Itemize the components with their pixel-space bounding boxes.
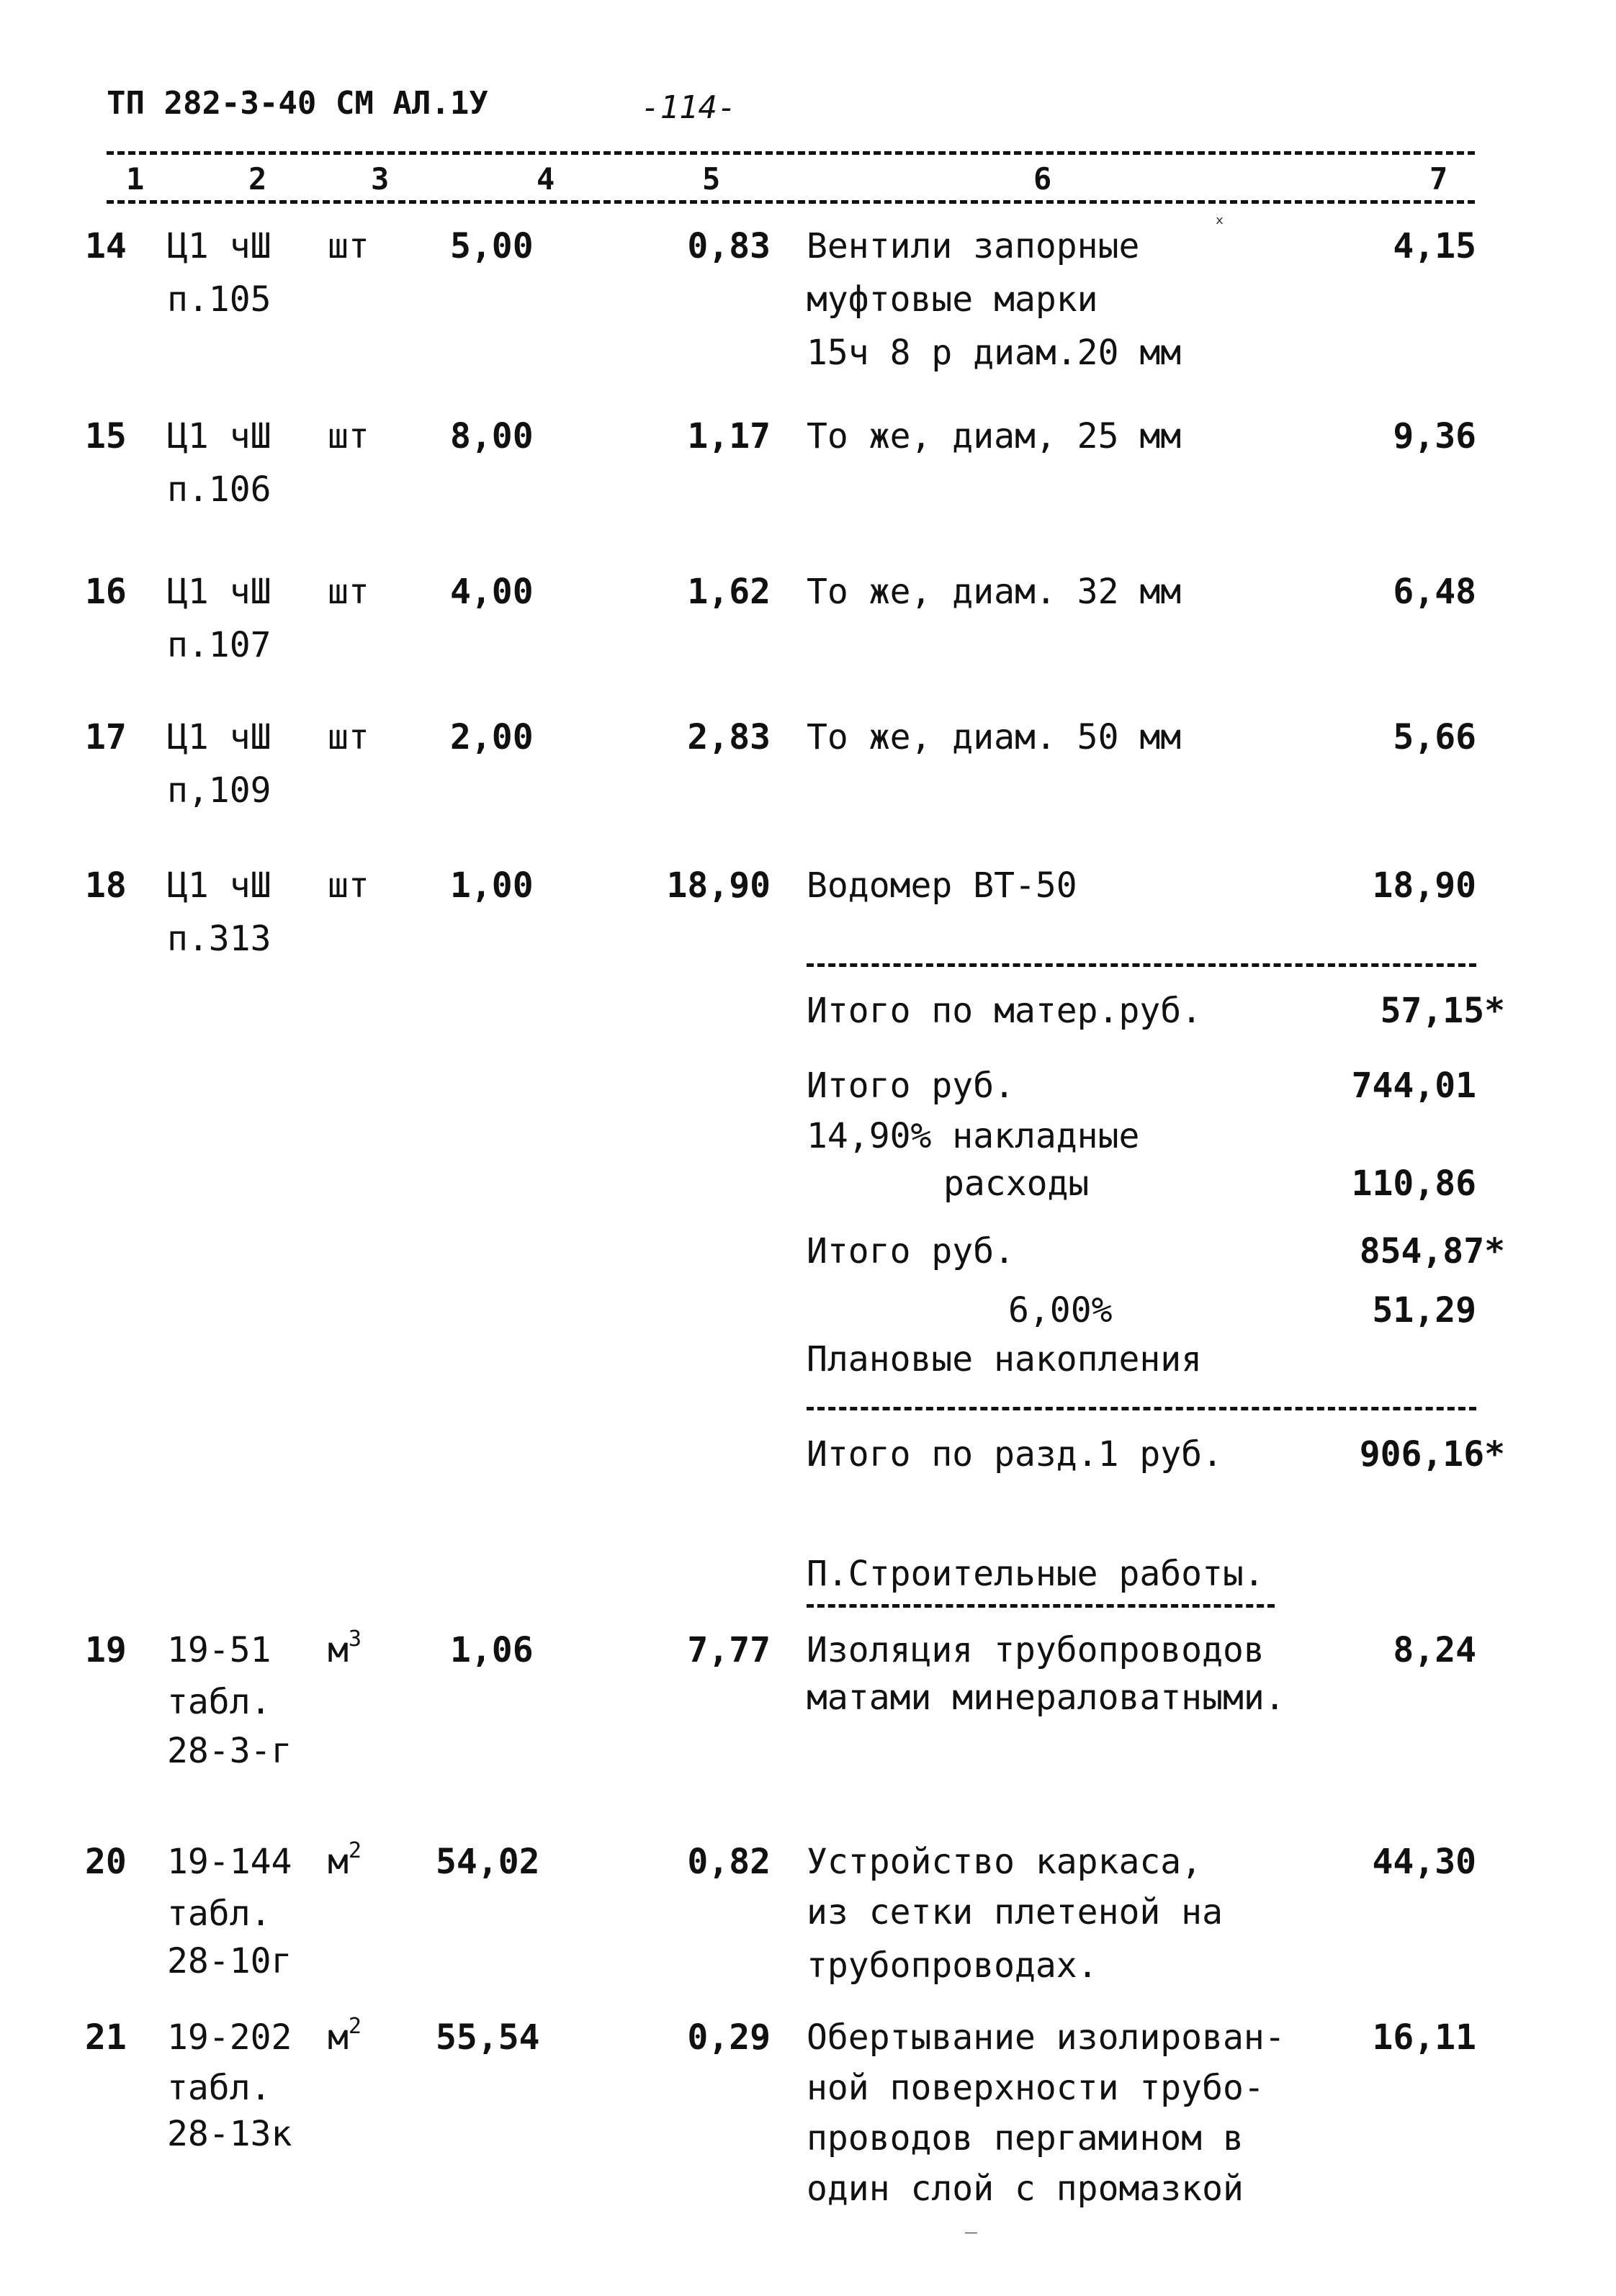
- norm-reference: табл.: [167, 2068, 271, 2108]
- section-title-underline: [807, 1604, 1275, 1608]
- materials-total-value: 57,15*: [1380, 991, 1505, 1031]
- unit-price: 7,77: [687, 1630, 771, 1670]
- norm-reference: 28-3-г: [167, 1731, 292, 1771]
- section-title: П.Строительные работы.: [807, 1554, 1265, 1594]
- description: Устройство каркаса,: [807, 1842, 1203, 1882]
- column-number-1: 1: [126, 161, 145, 197]
- norm-reference: п.313: [167, 919, 271, 959]
- column-number-3: 3: [371, 161, 390, 197]
- column-number-6: 6: [1033, 161, 1052, 197]
- unit: шт: [328, 572, 369, 612]
- description: трубопроводах.: [807, 1945, 1098, 1986]
- unit-price: 2,83: [687, 717, 771, 757]
- norm-reference: 19-202: [167, 2017, 292, 2058]
- description: 15ч 8 р диам.20 мм: [807, 333, 1182, 373]
- scan-mark: ‾: [965, 2229, 977, 2253]
- total-cost: 16,11: [1372, 2017, 1476, 2058]
- unit-price: 1,62: [687, 572, 771, 612]
- row-number: 19: [85, 1630, 127, 1670]
- section-total-value: 906,16*: [1359, 1434, 1505, 1475]
- section-total-label: Итого по разд.1 руб.: [807, 1434, 1223, 1475]
- total-label: Итого руб.: [807, 1231, 1015, 1271]
- norm-reference: п.107: [167, 625, 271, 665]
- description: Водомер ВТ-50: [807, 865, 1077, 906]
- unit-price: 18,90: [666, 865, 771, 906]
- description: Обертывание изолирован-: [807, 2017, 1285, 2058]
- column-number-5: 5: [702, 161, 721, 197]
- quantity: 55,54: [436, 2017, 540, 2058]
- total-value: 854,87*: [1359, 1231, 1505, 1271]
- norm-reference: п.105: [167, 279, 271, 320]
- unit: $м^2$: [328, 1838, 362, 1882]
- overhead-label: расходы: [943, 1163, 1090, 1204]
- unit-price: 0,83: [687, 226, 771, 266]
- description: муфтовые марки: [807, 279, 1098, 320]
- column-number-2: 2: [248, 161, 267, 197]
- row-number: 18: [85, 865, 127, 906]
- row-number: 14: [85, 226, 127, 266]
- norm-reference: п,109: [167, 770, 271, 811]
- description: матами минераловатными.: [807, 1678, 1285, 1718]
- summary-rule: [807, 963, 1476, 967]
- quantity: 1,00: [450, 865, 534, 906]
- norm-reference: п.106: [167, 469, 271, 510]
- norm-reference: 28-13к: [167, 2114, 292, 2154]
- unit-price: 1,17: [687, 416, 771, 456]
- total-cost: 5,66: [1393, 717, 1476, 757]
- description: ной поверхности трубо-: [807, 2068, 1265, 2108]
- quantity: 1,06: [450, 1630, 534, 1670]
- description: проводов пергамином в: [807, 2118, 1244, 2158]
- norm-reference: табл.: [167, 1894, 271, 1934]
- norm-reference: Ц1 чШ: [167, 226, 271, 266]
- row-number: 15: [85, 416, 127, 456]
- quantity: 5,00: [450, 226, 534, 266]
- description: То же, диам. 50 мм: [807, 717, 1182, 757]
- row-number: 21: [85, 2017, 127, 2058]
- unit-price: 0,82: [687, 1842, 771, 1882]
- total-cost: 6,48: [1393, 572, 1476, 612]
- overhead-label: 14,90% накладные: [807, 1116, 1140, 1156]
- row-number: 20: [85, 1842, 127, 1882]
- norm-reference: 19-51: [167, 1630, 271, 1670]
- unit: шт: [328, 416, 369, 456]
- row-number: 16: [85, 572, 127, 612]
- norm-reference: табл.: [167, 1682, 271, 1722]
- quantity: 2,00: [450, 717, 534, 757]
- description: То же, диам, 25 мм: [807, 416, 1182, 456]
- document-code: ТП 282-3-40 СМ АЛ.1У: [107, 85, 488, 122]
- summary-rule: [807, 1407, 1476, 1410]
- unit: шт: [328, 865, 369, 906]
- description: Вентили запорные: [807, 226, 1140, 266]
- quantity: 4,00: [450, 572, 534, 612]
- overhead-value: 110,86: [1351, 1163, 1476, 1204]
- unit-price: 0,29: [687, 2017, 771, 2058]
- subtotal-value: 744,01: [1351, 1066, 1476, 1106]
- unit: шт: [328, 717, 369, 757]
- page-number: -114-: [641, 89, 737, 126]
- materials-total-label: Итого по матер.руб.: [807, 991, 1203, 1031]
- norm-reference: Ц1 чШ: [167, 572, 271, 612]
- planned-savings-percent: 6,00%: [1008, 1290, 1113, 1331]
- unit: шт: [328, 226, 369, 266]
- row-number: 17: [85, 717, 127, 757]
- column-number-4: 4: [537, 161, 555, 197]
- header-rule-top: [107, 151, 1475, 155]
- total-cost: 44,30: [1372, 1842, 1476, 1882]
- description: один слой с промазкой: [807, 2169, 1244, 2209]
- total-cost: 8,24: [1393, 1630, 1476, 1670]
- quantity: 8,00: [450, 416, 534, 456]
- planned-savings-label: Плановые накопления: [807, 1339, 1203, 1379]
- header-rule-bottom: [107, 200, 1475, 204]
- description: Изоляция трубопроводов: [807, 1630, 1265, 1670]
- norm-reference: 19-144: [167, 1842, 292, 1882]
- quantity: 54,02: [436, 1842, 540, 1882]
- norm-reference: Ц1 чШ: [167, 865, 271, 906]
- description: То же, диам. 32 мм: [807, 572, 1182, 612]
- unit: $м^3$: [328, 1626, 362, 1670]
- total-cost: 4,15: [1393, 226, 1476, 266]
- planned-savings-value: 51,29: [1372, 1290, 1476, 1331]
- norm-reference: Ц1 чШ: [167, 416, 271, 456]
- subtotal-label: Итого руб.: [807, 1066, 1015, 1106]
- description: из сетки плетеной на: [807, 1892, 1223, 1932]
- total-cost: 18,90: [1372, 865, 1476, 906]
- column-number-7: 7: [1429, 161, 1448, 197]
- norm-reference: Ц1 чШ: [167, 717, 271, 757]
- norm-reference: 28-10г: [167, 1941, 292, 1981]
- scan-mark: ˣ: [1213, 212, 1226, 235]
- unit: $м^2$: [328, 2014, 362, 2058]
- total-cost: 9,36: [1393, 416, 1476, 456]
